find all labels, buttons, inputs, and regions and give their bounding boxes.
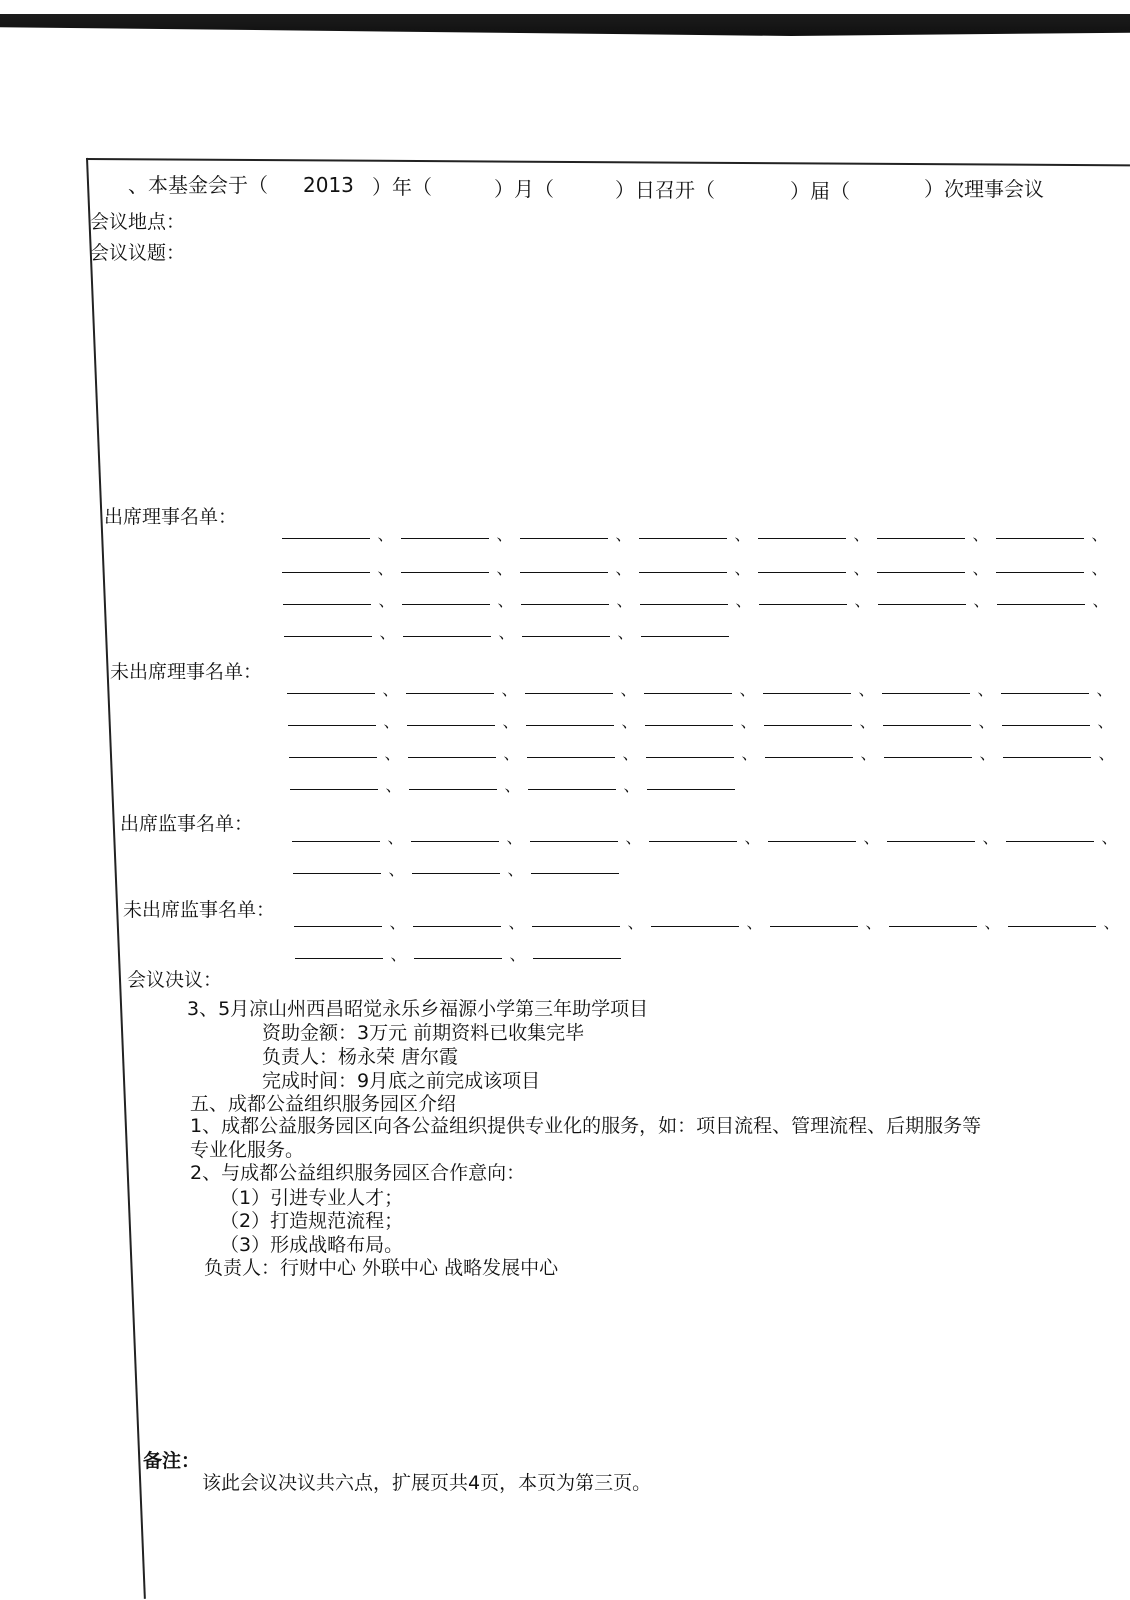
- header-year: 2013: [303, 173, 354, 197]
- name-blank-line: [283, 588, 371, 605]
- name-blank-line: [877, 522, 965, 539]
- list-separator: 、: [377, 559, 394, 578]
- name-blank-line: [526, 709, 614, 726]
- name-blank-line: [521, 588, 609, 605]
- name-blank-line: [294, 910, 382, 927]
- list-separator: 、: [1092, 591, 1109, 610]
- attending-directors-label: 出席理事名单：: [104, 506, 238, 528]
- header-day-suffix: ）日召开（: [615, 178, 715, 202]
- name-blank-line: [765, 741, 853, 758]
- resolution-line: 完成时间：9月底之前完成该项目: [262, 1070, 541, 1092]
- list-separator: 、: [506, 828, 523, 847]
- list-separator: 、: [977, 680, 994, 699]
- list-separator: 、: [615, 525, 632, 544]
- name-blank-line: [290, 773, 378, 790]
- scan-top-edge: [0, 14, 1130, 36]
- name-blank-line: [412, 857, 500, 874]
- resolution-line: 3、5月凉山州西昌昭觉永乐乡福源小学第三年助学项目: [187, 998, 649, 1020]
- name-blank-line: [533, 942, 621, 959]
- list-separator: 、: [627, 913, 644, 932]
- name-blank-line: [644, 677, 732, 694]
- list-separator: 、: [379, 623, 396, 642]
- name-blank-line: [402, 588, 490, 605]
- name-blank-line: [520, 556, 608, 573]
- name-blank-line: [403, 620, 491, 637]
- list-separator: 、: [388, 860, 405, 879]
- name-blank-line: [1006, 825, 1094, 842]
- name-blank-line: [763, 677, 851, 694]
- name-blank-line: [414, 942, 502, 959]
- list-separator: 、: [972, 525, 989, 544]
- list-separator: 、: [739, 680, 756, 699]
- name-blank-line: [288, 709, 376, 726]
- notes-text: 该此会议决议共六点，扩展页共4页，本页为第三页。: [202, 1472, 652, 1494]
- list-separator: 、: [1091, 525, 1108, 544]
- name-blank-line: [532, 910, 620, 927]
- header-session-suffix: ）届（: [790, 179, 850, 203]
- list-separator: 、: [377, 525, 394, 544]
- name-blank-line: [284, 620, 372, 637]
- list-separator: 、: [390, 945, 407, 964]
- name-blank-line: [293, 857, 381, 874]
- name-blank-line: [758, 522, 846, 539]
- resolution-line: 2、与成都公益组织服务园区合作意向：: [190, 1162, 526, 1184]
- list-separator: 、: [497, 591, 514, 610]
- name-blank-line: [401, 556, 489, 573]
- name-blank-line: [528, 773, 616, 790]
- name-blank-line: [996, 522, 1084, 539]
- name-blank-line: [1002, 709, 1090, 726]
- header-month-suffix: ）月（: [494, 177, 554, 201]
- blank-line-row: [284, 620, 729, 644]
- list-separator: 、: [984, 913, 1001, 932]
- list-separator: 、: [625, 828, 642, 847]
- header-meeting-suffix: ）次理事会议: [924, 177, 1044, 201]
- list-separator: 、: [617, 623, 634, 642]
- list-separator: 、: [384, 744, 401, 763]
- name-blank-line: [282, 556, 370, 573]
- name-blank-line: [878, 588, 966, 605]
- name-blank-line: [295, 942, 383, 959]
- name-blank-line: [407, 709, 495, 726]
- resolution-line: （1）引进专业人才；: [220, 1187, 404, 1209]
- header-year-suffix: ）年（: [372, 175, 432, 199]
- name-blank-line: [292, 825, 380, 842]
- resolution-line: 1、成都公益服务园区向各公益组织提供专业化的服务，如：项目流程、管理流程、后期服务等: [190, 1115, 982, 1137]
- name-blank-line: [1008, 910, 1096, 927]
- form-frame-left: [86, 158, 146, 1599]
- list-separator: 、: [387, 828, 404, 847]
- list-separator: 、: [859, 712, 876, 731]
- attending-supervisors-label: 出席监事名单：: [120, 813, 254, 835]
- list-separator: 、: [498, 623, 515, 642]
- list-separator: 、: [735, 591, 752, 610]
- list-separator: 、: [744, 828, 761, 847]
- list-separator: 、: [502, 712, 519, 731]
- name-blank-line: [1003, 741, 1091, 758]
- list-separator: 、: [746, 913, 763, 932]
- blank-line-row: [292, 825, 1125, 849]
- name-blank-line: [639, 556, 727, 573]
- list-separator: 、: [378, 591, 395, 610]
- name-blank-line: [877, 556, 965, 573]
- list-separator: 、: [623, 776, 640, 795]
- name-blank-line: [530, 825, 618, 842]
- name-blank-line: [411, 825, 499, 842]
- resolution-line: （2）打造规范流程；: [220, 1210, 404, 1232]
- name-blank-line: [520, 522, 608, 539]
- meeting-topic-label: 会议议题：: [90, 242, 186, 264]
- list-separator: 、: [1101, 828, 1118, 847]
- blank-line-row: [294, 910, 1127, 934]
- blank-line-row: [290, 773, 735, 797]
- name-blank-line: [641, 620, 729, 637]
- name-blank-line: [997, 588, 1085, 605]
- name-blank-line: [401, 522, 489, 539]
- list-separator: 、: [858, 680, 875, 699]
- list-separator: 、: [382, 680, 399, 699]
- list-separator: 、: [1103, 913, 1120, 932]
- name-blank-line: [887, 825, 975, 842]
- list-separator: 、: [1098, 744, 1115, 763]
- name-blank-line: [996, 556, 1084, 573]
- list-separator: 、: [865, 913, 882, 932]
- name-blank-line: [883, 709, 971, 726]
- list-separator: 、: [860, 744, 877, 763]
- list-separator: 、: [1096, 680, 1113, 699]
- name-blank-line: [406, 677, 494, 694]
- name-blank-line: [758, 556, 846, 573]
- blank-line-row: [289, 741, 1122, 765]
- name-blank-line: [527, 741, 615, 758]
- name-blank-line: [646, 741, 734, 758]
- name-blank-line: [647, 773, 735, 790]
- blank-line-row: [282, 556, 1115, 580]
- list-separator: 、: [383, 712, 400, 731]
- list-separator: 、: [854, 591, 871, 610]
- blank-line-row: [295, 942, 621, 966]
- name-blank-line: [408, 741, 496, 758]
- name-blank-line: [1001, 677, 1089, 694]
- name-blank-line: [282, 522, 370, 539]
- resolution-line: 专业化服务。: [190, 1139, 305, 1161]
- name-blank-line: [413, 910, 501, 927]
- notes-label: 备注：: [143, 1450, 201, 1472]
- header-prefix: 、本基金会于（: [128, 173, 268, 197]
- list-separator: 、: [389, 913, 406, 932]
- name-blank-line: [639, 522, 727, 539]
- list-separator: 、: [982, 828, 999, 847]
- list-separator: 、: [863, 828, 880, 847]
- list-separator: 、: [385, 776, 402, 795]
- list-separator: 、: [853, 525, 870, 544]
- resolution-line: （3）形成战略布局。: [220, 1234, 404, 1256]
- blank-line-row: [287, 677, 1120, 701]
- list-separator: 、: [622, 744, 639, 763]
- list-separator: 、: [504, 776, 521, 795]
- name-blank-line: [884, 741, 972, 758]
- name-blank-line: [289, 741, 377, 758]
- list-separator: 、: [1091, 559, 1108, 578]
- blank-line-row: [288, 709, 1121, 733]
- resolution-line: 负责人：杨永荣 唐尔霞: [262, 1046, 459, 1068]
- list-separator: 、: [503, 744, 520, 763]
- list-separator: 、: [853, 559, 870, 578]
- name-blank-line: [409, 773, 497, 790]
- list-separator: 、: [616, 591, 633, 610]
- list-separator: 、: [501, 680, 518, 699]
- name-blank-line: [531, 857, 619, 874]
- name-blank-line: [764, 709, 852, 726]
- list-separator: 、: [734, 525, 751, 544]
- list-separator: 、: [734, 559, 751, 578]
- name-blank-line: [882, 677, 970, 694]
- name-blank-line: [645, 709, 733, 726]
- name-blank-line: [640, 588, 728, 605]
- resolution-line: 资助金额：3万元 前期资料已收集完毕: [262, 1022, 585, 1044]
- resolution-line: 五、成都公益组织服务园区介绍: [190, 1093, 457, 1115]
- resolution-line: 负责人：行财中心 外联中心 战略发展中心: [204, 1257, 559, 1279]
- name-blank-line: [649, 825, 737, 842]
- name-blank-line: [287, 677, 375, 694]
- list-separator: 、: [741, 744, 758, 763]
- list-separator: 、: [496, 525, 513, 544]
- name-blank-line: [768, 825, 856, 842]
- list-separator: 、: [615, 559, 632, 578]
- list-separator: 、: [979, 744, 996, 763]
- name-blank-line: [525, 677, 613, 694]
- absent-supervisors-label: 未出席监事名单：: [123, 899, 276, 921]
- name-blank-line: [759, 588, 847, 605]
- list-separator: 、: [507, 860, 524, 879]
- list-separator: 、: [509, 945, 526, 964]
- list-separator: 、: [508, 913, 525, 932]
- name-blank-line: [651, 910, 739, 927]
- name-blank-line: [522, 620, 610, 637]
- list-separator: 、: [978, 712, 995, 731]
- meeting-location-label: 会议地点：: [90, 211, 186, 233]
- list-separator: 、: [496, 559, 513, 578]
- name-blank-line: [889, 910, 977, 927]
- list-separator: 、: [1097, 712, 1114, 731]
- blank-line-row: [293, 857, 619, 881]
- blank-line-row: [283, 588, 1116, 612]
- list-separator: 、: [621, 712, 638, 731]
- list-separator: 、: [620, 680, 637, 699]
- blank-line-row: [282, 522, 1115, 546]
- name-blank-line: [770, 910, 858, 927]
- list-separator: 、: [972, 559, 989, 578]
- absent-directors-label: 未出席理事名单：: [110, 661, 263, 683]
- resolution-label: 会议决议：: [127, 969, 223, 991]
- list-separator: 、: [973, 591, 990, 610]
- form-frame-top: [86, 158, 1130, 166]
- list-separator: 、: [740, 712, 757, 731]
